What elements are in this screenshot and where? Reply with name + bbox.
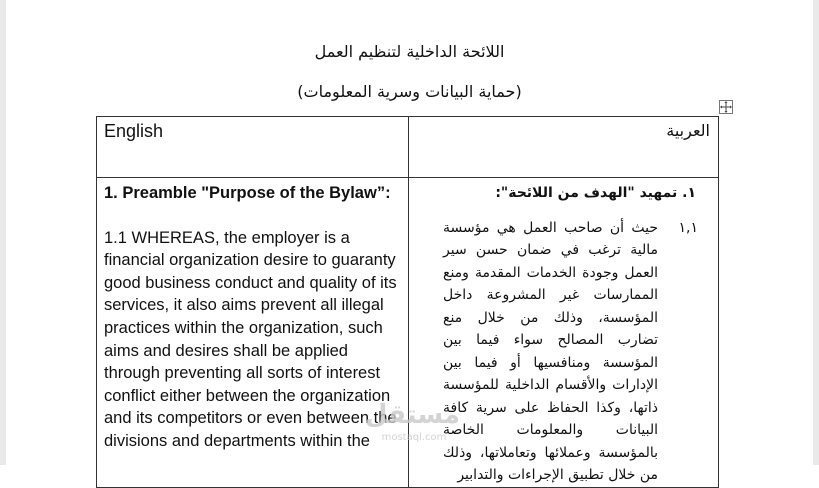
english-cell[interactable] (97, 178, 409, 488)
page-edge-right (813, 0, 819, 465)
header-english[interactable]: English (97, 117, 409, 178)
watermark-latin: mostaql.com (381, 432, 447, 443)
arabic-clause (417, 217, 711, 487)
table-header-row (97, 117, 719, 178)
arabic-paragraph: حيث أن صاحب العمل هي مؤسسة مالية ترغب في ضمان حسن سير العمل وجودة الخدمات المقدمة ومنع الممارسات غير المشروعة داخل المؤسسة، وذلك من خلال منع تضارب المصالح سواء فيما بين المؤسسة ومنافسيها أو فيما بين الإدارات والأقسام الداخلية للمؤسسة ذاتها، وكذا الحفاظ على سرية كافة البيانات والمعلومات الخاصة بالمؤسسة وعملائها وتعاملاتها، وذلك من خلال تطبيق الإجراءات والتدابير (443, 219, 658, 483)
english-section-title: 1. Preamble "Purpose of the Bylaw”: (104, 184, 391, 202)
document-title: اللائحة الداخلية لتنظيم العمل (314, 42, 505, 61)
page-edge-left (0, 0, 6, 465)
header-arabic[interactable]: العربية (408, 117, 719, 178)
document-subtitle: (حماية البيانات وسرية المعلومات) (297, 82, 522, 101)
arabic-section-title: ١. تمهيد "الهدف من اللائحة": (495, 185, 696, 201)
arabic-clause-number: ١,١ (678, 219, 698, 236)
table-move-handle-icon[interactable] (719, 100, 733, 114)
watermark-logo (364, 398, 460, 458)
english-paragraph: 1.1 WHEREAS, the employer is a financial organization desire to guaranty good business conduct and quality of its services, it also aims prevent all illegal practices within the organization, such aims and desires shall be applied through preventing all sorts of interest conflict either between the organization and its competitors or even between the divisions and departments within the (104, 228, 397, 450)
watermark-arabic: مستقل (364, 400, 460, 430)
